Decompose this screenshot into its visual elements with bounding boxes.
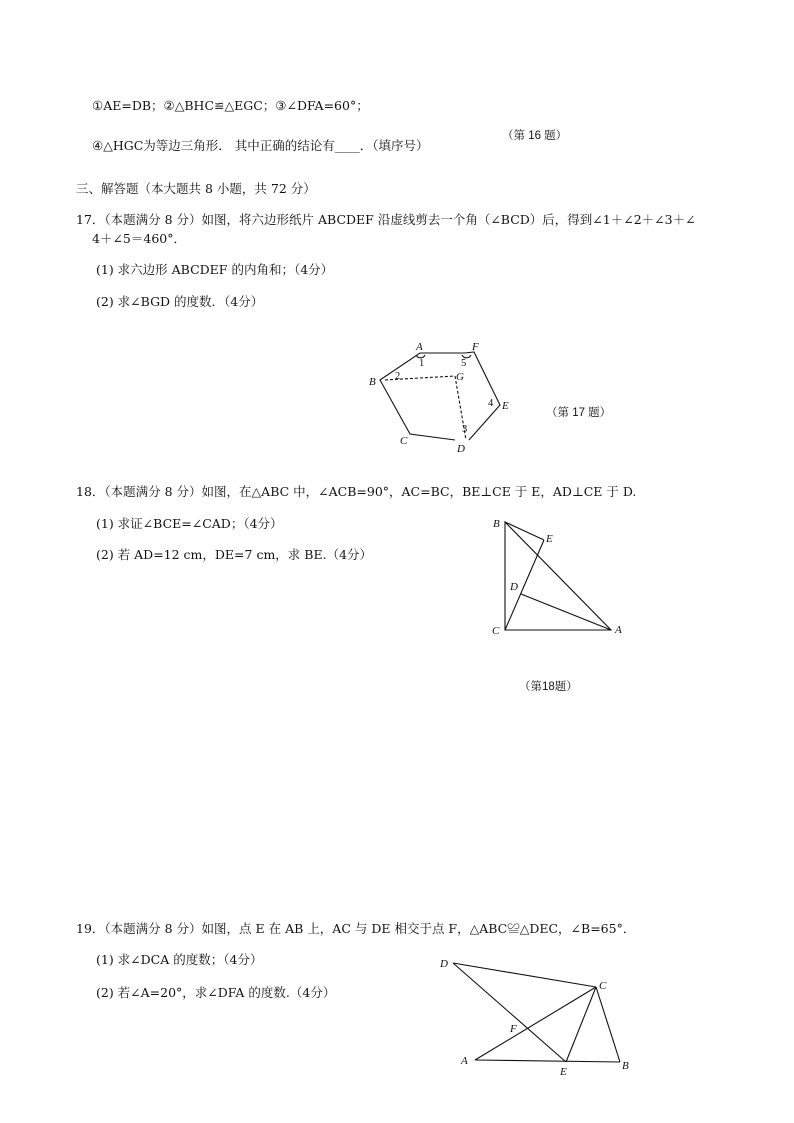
section-heading: 三、解答题（本大题共 8 小题，共 72 分）	[76, 181, 316, 196]
q17-angle-5: 5	[461, 358, 467, 369]
q17-label-G: G	[456, 371, 464, 383]
q18-label-A: A	[615, 624, 622, 636]
q16-statements-1: ①AE=DB；②△BHC≌△EGC；③∠DFA=60°；	[92, 98, 369, 113]
q17-label-B: B	[369, 376, 376, 388]
q19-label-B: B	[622, 1060, 629, 1072]
q18-label-D: D	[510, 581, 518, 593]
q18-stem: 18．（本题满分 8 分）如图，在△ABC 中，∠ACB=90°，AC=BC，BE⊥CE 于 E，AD⊥CE 于 D.	[76, 484, 637, 499]
q19-label-C: C	[599, 980, 607, 992]
q19-label-E: E	[560, 1066, 567, 1078]
q17-angle-1: 1	[419, 358, 425, 369]
q19-part-2: (2) 若∠A=20°，求∠DFA 的度数.（4分）	[96, 985, 336, 1000]
q17-angle-3: 3	[462, 424, 468, 435]
q18-label-B: B	[493, 518, 500, 530]
q16-statements-2: ④△HGC为等边三角形． 其中正确的结论有____．（填序号）	[92, 138, 429, 153]
q18-part-2: (2) 若 AD=12 cm，DE=7 cm，求 BE.（4分）	[96, 547, 373, 562]
q17-label-C: C	[400, 435, 408, 447]
q18-figure-caption: （第18题）	[519, 681, 578, 693]
q19-part-1: (1) 求∠DCA 的度数；（4分）	[96, 952, 263, 967]
q17-label-E: E	[502, 400, 509, 412]
q16-figure-caption: （第 16 题）	[502, 130, 568, 142]
q19-label-D: D	[440, 958, 448, 970]
q17-angle-2: 2	[395, 371, 401, 382]
q18-part-1: (1) 求证∠BCE=∠CAD；（4分）	[96, 516, 283, 531]
q19-stem: 19．（本题满分 8 分）如图，点 E 在 AB 上，AC 与 DE 相交于点 F，△ABC≌△DEC，∠B=65°．	[76, 921, 636, 936]
q17-stem-2: 4＋∠5＝460°．	[92, 231, 186, 246]
q17-angle-4: 4	[488, 398, 494, 409]
q17-stem-1: 17．（本题满分 8 分）如图，将六边形纸片 ABCDEF 沿虚线剪去一个角（∠BCD）后，得到∠1＋∠2＋∠3＋∠	[76, 212, 696, 227]
q17-label-A: A	[416, 341, 423, 353]
q17-figure-caption: （第 17 题）	[546, 407, 612, 419]
q17-label-D: D	[457, 443, 465, 455]
q19-label-F: F	[510, 1023, 517, 1035]
q18-label-C: C	[492, 625, 500, 637]
q17-part-1: (1) 求六边形 ABCDEF 的内角和；（4分）	[96, 262, 334, 277]
q17-part-2: (2) 求∠BGD 的度数．（4分）	[96, 294, 264, 309]
q19-label-A: A	[461, 1055, 468, 1067]
q17-label-F: F	[472, 341, 479, 353]
q18-label-E: E	[546, 533, 553, 545]
